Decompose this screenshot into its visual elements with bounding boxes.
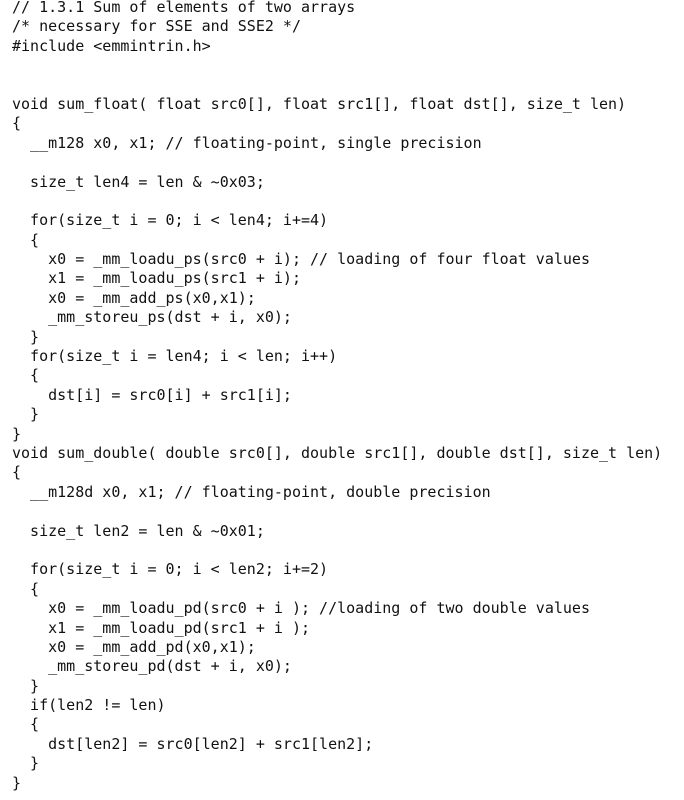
code-line: { <box>12 463 22 482</box>
code-line: dst[i] = src0[i] + src1[i]; <box>12 385 292 404</box>
code-line: __m128d x0, x1; // floating-point, double precision <box>12 482 491 501</box>
code-line: x0 = _mm_add_pd(x0,x1); <box>12 637 256 656</box>
code-line: } <box>12 424 22 443</box>
code-line <box>12 56 662 75</box>
code-line: void sum_double( double src0[], double src1[], double dst[], size_t len) <box>12 443 663 462</box>
code-line: { <box>12 579 40 598</box>
code-line: { <box>12 230 40 249</box>
code-line <box>12 153 662 172</box>
code-line: _mm_storeu_pd(dst + i, x0); <box>12 657 292 676</box>
code-line: size_t len2 = len & ~0x01; <box>12 521 265 540</box>
code-line: { <box>12 715 40 734</box>
code-line: /* necessary for SSE and SSE2 */ <box>12 17 301 36</box>
code-line <box>12 76 662 95</box>
code-line <box>12 502 662 521</box>
code-line: } <box>12 327 40 346</box>
code-line: x1 = _mm_loadu_ps(src1 + i); <box>12 269 301 288</box>
code-line: for(size_t i = len4; i < len; i++) <box>12 347 338 366</box>
code-line: _mm_storeu_ps(dst + i, x0); <box>12 308 292 327</box>
code-line: void sum_float( float src0[], float src1[], float dst[], size_t len) <box>12 94 627 113</box>
code-line: for(size_t i = 0; i < len4; i+=4) <box>12 211 329 230</box>
code-line: dst[len2] = src0[len2] + src1[len2]; <box>12 734 374 753</box>
code-line: #include <emmintrin.h> <box>12 36 211 55</box>
code-listing <box>12 0 662 793</box>
code-line: } <box>12 754 40 773</box>
code-line: { <box>12 366 40 385</box>
code-line: x0 = _mm_loadu_ps(src0 + i); // loading of four float values <box>12 250 590 269</box>
code-line <box>12 192 662 211</box>
code-line: x0 = _mm_loadu_pd(src0 + i ); //loading of two double values <box>12 599 590 618</box>
code-line: { <box>12 114 22 133</box>
code-line: } <box>12 676 40 695</box>
code-line: // 1.3.1 Sum of elements of two arrays <box>12 0 356 16</box>
code-line: x0 = _mm_add_ps(x0,x1); <box>12 288 256 307</box>
code-line <box>12 541 662 560</box>
code-line: if(len2 != len) <box>12 696 166 715</box>
code-line: size_t len4 = len & ~0x03; <box>12 172 265 191</box>
code-line: } <box>12 405 40 424</box>
code-line: __m128 x0, x1; // floating-point, single precision <box>12 133 482 152</box>
code-line: for(size_t i = 0; i < len2; i+=2) <box>12 560 329 579</box>
code-line: x1 = _mm_loadu_pd(src1 + i ); <box>12 618 311 637</box>
code-line: } <box>12 773 22 792</box>
